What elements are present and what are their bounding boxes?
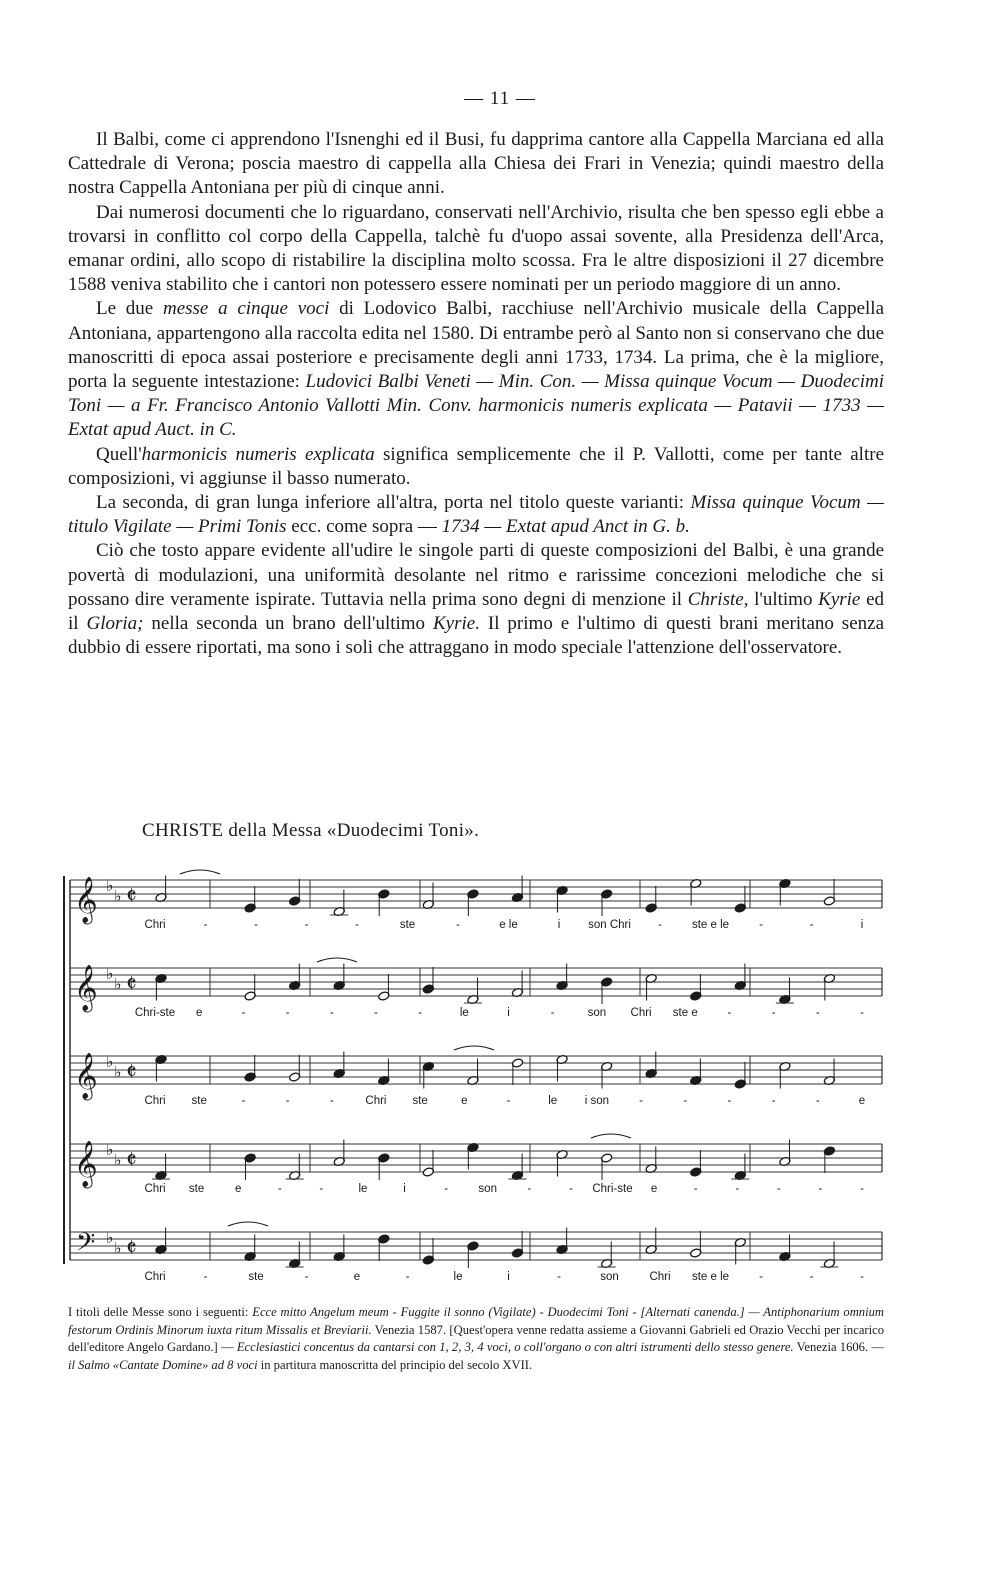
lyric-syllable: ste xyxy=(412,1095,428,1107)
flat-icon: ♭ xyxy=(106,1228,114,1248)
lyric-syllable: son xyxy=(587,1007,607,1019)
music-score xyxy=(60,862,890,1302)
lyric-syllable: i xyxy=(860,919,864,931)
lyric-syllable: Chri-ste xyxy=(134,1007,176,1019)
tie-arc xyxy=(317,958,357,962)
lyric-syllable: - xyxy=(809,919,814,931)
text-run: nella seconda un brano dell'ultimo xyxy=(143,613,433,635)
paragraph xyxy=(68,128,884,201)
lyric-syllable: - xyxy=(771,1007,776,1019)
lyric-syllable: - xyxy=(418,1007,423,1019)
time-signature-icon: 𝄵 xyxy=(126,970,137,998)
italic-run: Kyrie xyxy=(818,588,861,610)
footnote-text xyxy=(68,1304,884,1374)
lyric-syllable: - xyxy=(727,1007,732,1019)
lyric-syllable: - xyxy=(203,919,208,931)
text-run: Ciò che tosto appare evidente all'udire le singole parti di queste composizioni del Balbi, è una grande povertà di modulazioni, una uniformità desolante nel ritmo e rarissime concezioni melodiche che si possano dire veramente ispirate. Tuttavia nella prima sono degni di menzione il xyxy=(68,540,884,610)
lyric-syllable: ste xyxy=(188,1183,205,1195)
text-run: Venezia 1587. [Quest'opera venne redatta assieme a Giovanni Gabrieli ed Orazio Vecchi per incarico dell'editore Angelo Gardano.] — xyxy=(68,1322,884,1354)
time-signature-icon: 𝄵 xyxy=(126,882,137,910)
lyric-syllable: Chri xyxy=(144,1095,166,1107)
text-run: La seconda, di gran lunga inferiore all'altra, porta nel titolo queste varianti: xyxy=(96,492,691,514)
text-run: ed il xyxy=(68,588,885,635)
paragraph xyxy=(68,297,884,442)
lyric-syllable: - xyxy=(329,1095,334,1107)
lyric-syllable: son xyxy=(600,1271,619,1283)
lyric-syllable: - xyxy=(304,919,309,931)
flat-icon: ♭ xyxy=(106,1052,114,1072)
lyric-syllable: ste xyxy=(248,1271,264,1283)
lyric-syllable: - xyxy=(815,1095,820,1107)
lyric-syllable: - xyxy=(355,919,359,931)
footnote xyxy=(68,1304,884,1374)
text-run: Il primo e l'ultimo di questi brani meritano senza dubbio di essere riportati, ma sono i soli che attraggano in modo speciale l'attenzione dell'osservatore. xyxy=(68,613,885,659)
text-run: , l'ultimo xyxy=(743,588,819,610)
page-number: — 11 — xyxy=(464,88,536,109)
lyric-syllable: - xyxy=(444,1183,449,1195)
lyric-syllable: - xyxy=(550,1007,555,1019)
treble-clef-icon: 𝄞 xyxy=(74,1141,98,1187)
flat-icon: ♭ xyxy=(106,876,114,896)
lyric-syllable: le xyxy=(548,1095,558,1107)
lyric-syllable: - xyxy=(319,1183,324,1195)
lyric-syllable: Chri xyxy=(144,1271,166,1283)
paragraph xyxy=(68,491,884,539)
lyric-syllable: i xyxy=(403,1183,406,1195)
lyric-syllable: i xyxy=(557,919,561,931)
lyric-syllable: e xyxy=(353,1271,361,1283)
lyric-syllable: - xyxy=(254,919,258,931)
lyric-syllable: - xyxy=(639,1095,643,1107)
lyric-syllable: i son xyxy=(584,1095,610,1107)
text-run: Dai numerosi documenti che lo riguardano, conservati nell'Archivio, risulta che ben spesso egli ebbe a trovarsi in conflitto col corpo della Cappella, talchè fu d'uopo assai sovente, alla Presidenza dell'Arca, emanar ordini, allo scopo di ristabilire la disciplina molto scossa. Fra le altre disposizioni il 27 dicembre 1588 veniva stabilito che i cantori non potessero essere nominati per un periodo maggiore di un anno. xyxy=(68,201,884,296)
italic-run: Ludovici Balbi Veneti — Min. Con. — Missa quinque Vocum — Duodecimi Toni — a Fr. Francisco Antonio Vallotti Min. Conv. harmonicis numeris explicata — Patavii — 1733 — Extat apud Auct. in C. xyxy=(68,371,884,441)
lyric-syllable: - xyxy=(727,1095,732,1107)
lyric-syllable: - xyxy=(815,1007,820,1019)
italic-run: Ecclesiastici concentus da cantarsi con 1, 2, 3, 4 voci, o coll'organo o con altri istrumenti dello stesso genere. xyxy=(236,1340,794,1354)
flat-icon: ♭ xyxy=(106,1140,114,1160)
text-run: di Lodovico Balbi, racchiuse nell'Archivio musicale della Cappella Antoniana, appartengono alla raccolta edita nel 1580. Di entrambe però al Santo non si conservano che due manoscritti di epoca assai posteriore e precisamente degli anni 1733, 1734. La prima, che è la migliore, porta la seguente intestazione: xyxy=(68,298,884,393)
lyric-syllable: Chri xyxy=(649,1271,671,1283)
lyric-syllable: - xyxy=(304,1271,309,1283)
lyric-syllable: - xyxy=(405,1271,410,1283)
lyric-syllable: le xyxy=(453,1271,463,1283)
lyric-syllable: e xyxy=(195,1007,203,1019)
lyric-syllable: - xyxy=(776,1183,781,1195)
bass-clef-icon: 𝄢 xyxy=(76,1228,96,1263)
lyric-syllable: - xyxy=(818,1183,823,1195)
lyric-syllable: - xyxy=(759,1271,763,1283)
lyric-syllable: e xyxy=(461,1095,468,1107)
italic-run: Gloria; xyxy=(86,613,144,635)
lyric-syllable: - xyxy=(568,1183,573,1195)
flat-icon: ♭ xyxy=(114,1150,122,1170)
treble-clef-icon: 𝄞 xyxy=(74,877,98,923)
lyric-syllable: - xyxy=(241,1007,246,1019)
lyric-syllable: - xyxy=(557,1271,561,1283)
paragraph xyxy=(68,539,884,660)
lyric-syllable: - xyxy=(860,1271,864,1283)
lyric-syllable: son Chri xyxy=(588,919,631,931)
text-run: ecc. come sopra — xyxy=(286,516,442,538)
italic-run: Kyrie. xyxy=(433,613,480,635)
lyric-syllable: - xyxy=(456,919,460,931)
italic-run: Missa quinque Vocum — titulo Vigilate — Primi Tonis xyxy=(68,492,884,538)
lyric-syllable: - xyxy=(683,1095,688,1107)
text-run: significa semplicemente che il P. Vallotti, come per tante altre composizioni, vi aggiunse il basso numerato. xyxy=(68,443,885,489)
lyric-syllable: - xyxy=(860,1007,864,1019)
lyric-syllable: Chri xyxy=(144,919,166,931)
lyric-syllable: - xyxy=(809,1271,814,1283)
tie-arc xyxy=(228,1222,268,1226)
lyric-syllable: - xyxy=(506,1095,511,1107)
lyric-syllable: le xyxy=(358,1183,368,1195)
flat-icon: ♭ xyxy=(114,974,122,994)
lyric-syllable: - xyxy=(277,1183,282,1195)
lyric-syllable: son xyxy=(478,1183,497,1195)
lyric-syllable: - xyxy=(285,1007,290,1019)
lyric-syllable: i xyxy=(507,1271,510,1283)
lyric-syllable: ste e xyxy=(672,1007,698,1019)
flat-icon: ♭ xyxy=(106,964,114,984)
italic-run: Ecce mitto Angelum meum - Fuggite il sonno (Vigilate) - Duodecimi Toni - [Alternati canenda.] — Antiphonarium omnium festorum Ordinis Minorum iuxta ritum Missalis et Breviarii. xyxy=(68,1305,884,1337)
lyric-syllable: ste xyxy=(399,919,416,931)
lyric-syllable: ste e le xyxy=(691,1271,730,1283)
lyric-syllable: - xyxy=(241,1095,246,1107)
text-run: Quell' xyxy=(96,443,142,465)
lyric-syllable: - xyxy=(658,919,662,931)
lyric-syllable: Chri xyxy=(144,1183,166,1195)
flat-icon: ♭ xyxy=(114,1238,122,1258)
paragraph xyxy=(68,443,884,491)
lyric-syllable: Chri xyxy=(630,1007,652,1019)
lyric-syllable: e xyxy=(650,1183,658,1195)
italic-run: harmonicis numeris explicata xyxy=(141,443,375,465)
lyric-syllable: - xyxy=(527,1183,532,1195)
music-example-title: CHRISTE della Messa «Duodecimi Toni». xyxy=(142,820,480,841)
lyric-syllable: - xyxy=(329,1007,334,1019)
lyric-syllable: Chri xyxy=(365,1095,387,1107)
lyric-syllable: i xyxy=(507,1007,510,1019)
time-signature-icon: 𝄵 xyxy=(126,1234,137,1262)
lyric-syllable: - xyxy=(285,1095,290,1107)
lyric-syllable: le xyxy=(459,1007,469,1019)
lyric-syllable: e xyxy=(858,1095,866,1107)
tie-arc xyxy=(454,1046,494,1050)
flat-icon: ♭ xyxy=(114,886,122,906)
italic-run: il Salmo «Cantate Domine» ad 8 voci xyxy=(68,1357,258,1372)
lyric-syllable: - xyxy=(693,1183,698,1195)
italic-run: Christe xyxy=(687,588,744,610)
tie-arc xyxy=(180,870,220,874)
time-signature-icon: 𝄵 xyxy=(126,1146,137,1174)
text-run: in partitura manoscritta del principio del secolo XVII. xyxy=(257,1357,533,1372)
text-run: I titoli delle Messe sono i seguenti: xyxy=(68,1305,253,1319)
tie-arc xyxy=(591,1134,631,1138)
lyric-syllable: Chri-ste xyxy=(592,1183,633,1195)
paragraph xyxy=(68,201,884,298)
lyric-syllable: - xyxy=(860,1183,864,1195)
lyric-syllable: ste e le xyxy=(691,919,730,931)
time-signature-icon: 𝄵 xyxy=(126,1058,137,1086)
flat-icon: ♭ xyxy=(114,1062,122,1082)
treble-clef-icon: 𝄞 xyxy=(74,965,98,1011)
lyric-syllable: e xyxy=(234,1183,242,1195)
text-run: Venezia 1606. — xyxy=(793,1340,884,1354)
italic-run: messe a cinque voci xyxy=(162,298,330,320)
lyric-syllable: - xyxy=(771,1095,776,1107)
lyric-syllable: - xyxy=(735,1183,740,1195)
lyric-syllable: - xyxy=(203,1271,208,1283)
text-run: Le due xyxy=(96,298,163,320)
text-run: Il Balbi, come ci apprendono l'Isnenghi ed il Busi, fu dapprima cantore alla Cappella Marciana ed alla Cattedrale di Verona; poscia maestro di cappella alla Chiesa dei Frari in Venezia; quindi maestro della nostra Cappella Antoniana per più di cinque anni. xyxy=(68,129,884,199)
treble-clef-icon: 𝄞 xyxy=(74,1053,98,1099)
lyric-syllable: - xyxy=(759,919,763,931)
body-text xyxy=(68,128,884,660)
italic-run: 1734 — Extat apud Anct in G. b. xyxy=(441,516,690,538)
lyric-syllable: e le xyxy=(499,919,518,931)
lyric-syllable: - xyxy=(374,1007,378,1019)
lyric-syllable: ste xyxy=(191,1095,207,1107)
